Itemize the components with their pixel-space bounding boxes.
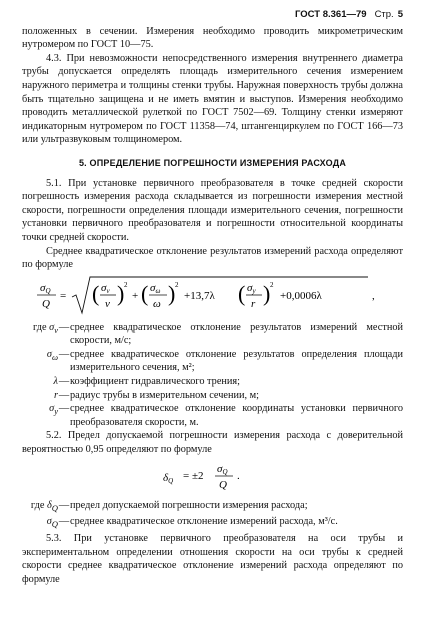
paren-close-2: ) <box>167 280 175 306</box>
formula-delta-q <box>22 459 403 495</box>
definition-row: $\sigma_Q$ — среднее квадратическое отклонение измерений расхода, м³/с. <box>22 515 403 532</box>
definition-symbol: $\sigma_y$ <box>49 403 58 417</box>
definition-row: где $\sigma_v$ — среднее квадратическое отклонение результатов измерений местной скорости, м/с; <box>22 321 403 348</box>
definition-row: r — радиус трубы в измерительном сечении, м; <box>22 389 403 403</box>
coef: +13,7λ <box>183 289 215 302</box>
definition-symbol: λ <box>53 376 58 388</box>
definition-row: где $\delta_Q$ — предел допускаемой погрешности измерения расхода; <box>22 499 403 516</box>
page-number-block <box>375 8 403 22</box>
lhs-den: Q <box>41 297 50 310</box>
paren-open-3: ( <box>237 280 245 306</box>
definition-text: предел допускаемой погрешности измерения расхода; <box>70 499 308 511</box>
formula-sigma-q-svg <box>28 275 398 317</box>
exp-2: 2 <box>174 280 178 289</box>
plus-1: + <box>131 289 138 302</box>
definition-row: $\sigma_y$ — среднее квадратическое отклонение координаты установки первичного преобразователя скорости, м. <box>22 402 403 429</box>
paren-close-3: ) <box>262 280 270 306</box>
t3-den: r <box>250 297 255 310</box>
definition-row: $\sigma_\omega$ — среднее квадратическое отклонение результатов определения площади измерительного сечения, м²; <box>22 348 403 375</box>
paren-open-2: ( <box>140 280 148 306</box>
definition-row: λ — коэффициент гидравлического трения; <box>22 375 403 389</box>
definition-symbol: $\sigma_Q$ <box>46 516 58 530</box>
delta-lhs: δQ <box>162 471 173 485</box>
page-header <box>22 8 403 22</box>
formula2-end-point: . <box>236 469 240 482</box>
paragraph-5-2: 5.2. Предел допускаемой погрешности измерения расхода с доверительной вероятностью 0,95 определяют по формуле <box>22 430 403 456</box>
t1-den: v <box>104 297 110 310</box>
definition-symbol: r <box>53 389 58 401</box>
t3-num: σy <box>246 281 256 295</box>
t1-num: σv <box>100 281 110 295</box>
t2-num: σω <box>149 281 160 295</box>
paren-open-1: ( <box>91 280 99 306</box>
paragraph-continued: положенных в сечении. Измерения необходимо проводить микрометрическим нутромером по ГОСТ 10—75. <box>22 25 403 51</box>
definitions-list-2 <box>22 499 403 532</box>
lhs-num: σQ <box>39 281 50 295</box>
formula-delta-q-svg <box>153 459 273 495</box>
eq-pm2: = ±2 <box>182 469 203 482</box>
paragraph-4-3: 4.3. При невозможности непосредственного измерения внутреннего диаметра трубы допускается определять площадь измерительного сечения измерением наружного периметра и толщины стенки трубы. Наружная поверхность трубы должна быть тщательно защищена и не иметь вмятин и выступов. Измерения необходимо проводить металлической рулеткой по ГОСТ 7502—69. Толщину стенки измеряют индикаторным нутромером по ГОСТ 11358—74, штангенциркулем по ГОСТ 166—73 или ультразвуковым толщиномером. <box>22 52 403 146</box>
definition-symbol: где $\sigma_v$ <box>33 321 58 335</box>
definition-text: среднее квадратическое отклонение результатов измерений местной скорости, м/с; <box>70 321 403 347</box>
definition-text: среднее квадратическое отклонение координаты установки первичного преобразователя скорости, м. <box>70 403 403 428</box>
t2-den: ω <box>152 297 161 310</box>
paragraph-5-1: 5.1. При установке первичного преобразователя в точке средней скорости погрешность измерения расхода складывается из погрешности измерения местной скорости, погрешности определения площади измерительного сечения, погрешности установки первичного преобразователя и погрешности относительной координаты точки средней скорости. <box>22 177 403 243</box>
definition-text: коэффициент гидравлического трения; <box>70 376 241 388</box>
definition-symbol: где $\delta_Q$ <box>30 499 58 513</box>
formula-sigma-q <box>22 275 403 317</box>
definition-text: радиус трубы в измерительном сечении, м; <box>70 389 260 401</box>
section-5-title: 5. ОПРЕДЕЛЕНИЕ ПОГРЕШНОСТИ ИЗМЕРЕНИЯ РАСХОДА <box>78 157 347 168</box>
standard-number: ГОСТ 8.361—79 <box>295 9 367 20</box>
equals-sign: = <box>59 289 66 302</box>
page-label: Стр. <box>374 9 394 20</box>
tail: +0,0006λ <box>279 289 322 302</box>
definition-symbol: $\sigma_\omega$ <box>46 348 58 362</box>
definition-text: среднее квадратическое отклонение результатов определения площади измерительного сечения, м²; <box>70 348 403 374</box>
paren-close-1: ) <box>116 280 124 306</box>
page-number: 5 <box>397 9 403 20</box>
definitions-list-1 <box>22 321 403 430</box>
document-page <box>22 8 403 586</box>
f2-num: σQ <box>216 462 227 476</box>
f2-den: Q <box>218 478 227 491</box>
formula-end-comma: , <box>371 289 375 302</box>
definition-text: среднее квадратическое отклонение измерений расхода, м³/с. <box>70 516 338 528</box>
exp-3: 2 <box>269 280 273 289</box>
exp-1: 2 <box>123 280 127 289</box>
paragraph-5-1-formula-intro: Среднее квадратическое отклонение результатов измерений расхода определяют по формуле <box>22 245 403 271</box>
paragraph-5-3: 5.3. При установке первичного преобразователя на оси трубы и экспериментальном определении отношения скорости на оси трубы к средней скорости среднее квадратическое отклонение измерений расхода определяют по формуле <box>22 532 403 585</box>
